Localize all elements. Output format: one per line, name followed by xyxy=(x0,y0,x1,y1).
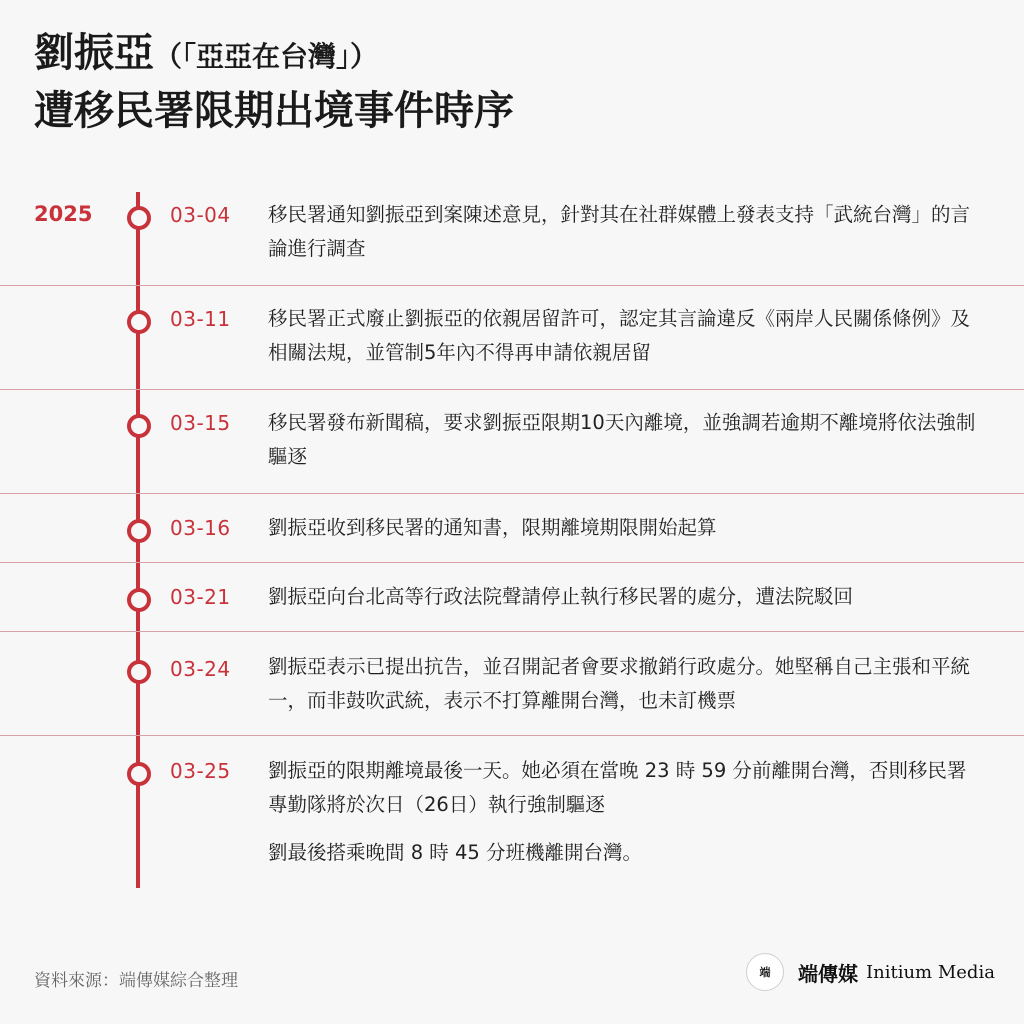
event-divider xyxy=(0,562,1024,563)
title-name: 劉振亞 xyxy=(34,30,154,76)
event-divider xyxy=(0,735,1024,736)
timeline-dot-icon xyxy=(127,414,151,438)
source-note: 資料來源：端傳媒綜合整理 xyxy=(34,971,238,991)
event-description: 劉振亞的限期離境最後一天。她必須在當晚 23 時 59 分前離開台灣，否則移民署專勤隊將於次日（26日）執行強制驅逐 劉最後搭乘晚間 8 時 45 分班機離開台灣。 xyxy=(268,754,984,870)
event-date: 03-04 xyxy=(170,203,231,227)
event-divider xyxy=(0,493,1024,494)
event-description: 移民署正式廢止劉振亞的依親居留許可，認定其言論違反《兩岸人民關係條例》及相關法規，並管制5年內不得再申請依親居留 xyxy=(268,307,971,364)
timeline xyxy=(0,190,1024,890)
event-description: 劉振亞向台北高等行政法院聲請停止執行移民署的處分，遭法院駁回 xyxy=(268,585,854,608)
brand-logo xyxy=(746,952,995,992)
event-description: 移民署通知劉振亞到案陳述意見，針對其在社群媒體上發表支持「武統台灣」的言論進行調查 xyxy=(268,203,971,260)
event-date: 03-24 xyxy=(170,657,231,681)
event-divider xyxy=(0,285,1024,286)
event-divider xyxy=(0,389,1024,390)
event-date: 03-16 xyxy=(170,516,231,540)
brand-name-zh: 端傳媒 xyxy=(798,961,858,986)
title-subject: 遭移民署限期出境事件時序 xyxy=(34,88,514,134)
page-title xyxy=(34,28,514,140)
brand-name-en: Initium Media xyxy=(866,961,995,983)
timeline-dot-icon xyxy=(127,762,151,786)
event-divider xyxy=(0,631,1024,632)
event-date: 03-11 xyxy=(170,307,231,331)
timeline-dot-icon xyxy=(127,310,151,334)
title-nickname: （「亞亞在台灣」） xyxy=(154,40,379,73)
event-description: 移民署發布新聞稿，要求劉振亞限期10天內離境，並強調若逾期不離境將依法強制驅逐 xyxy=(268,411,976,468)
timeline-dot-icon xyxy=(127,519,151,543)
event-followup: 劉最後搭乘晚間 8 時 45 分班機離開台灣。 xyxy=(268,841,643,864)
timeline-dot-icon xyxy=(127,660,151,684)
timeline-dot-icon xyxy=(127,588,151,612)
timeline-dot-icon xyxy=(127,206,151,230)
event-description: 劉振亞表示已提出抗告，並召開記者會要求撤銷行政處分。她堅稱自己主張和平統一，而非鼓吹武統，表示不打算離開台灣，也未訂機票 xyxy=(268,655,971,712)
event-date: 03-21 xyxy=(170,585,231,609)
event-date: 03-15 xyxy=(170,411,231,435)
event-date: 03-25 xyxy=(170,759,231,783)
event-description: 劉振亞收到移民署的通知書，限期離境期限開始起算 xyxy=(268,516,717,539)
initium-logo-icon: 端 xyxy=(746,953,784,991)
timeline-year: 2025 xyxy=(34,202,93,226)
